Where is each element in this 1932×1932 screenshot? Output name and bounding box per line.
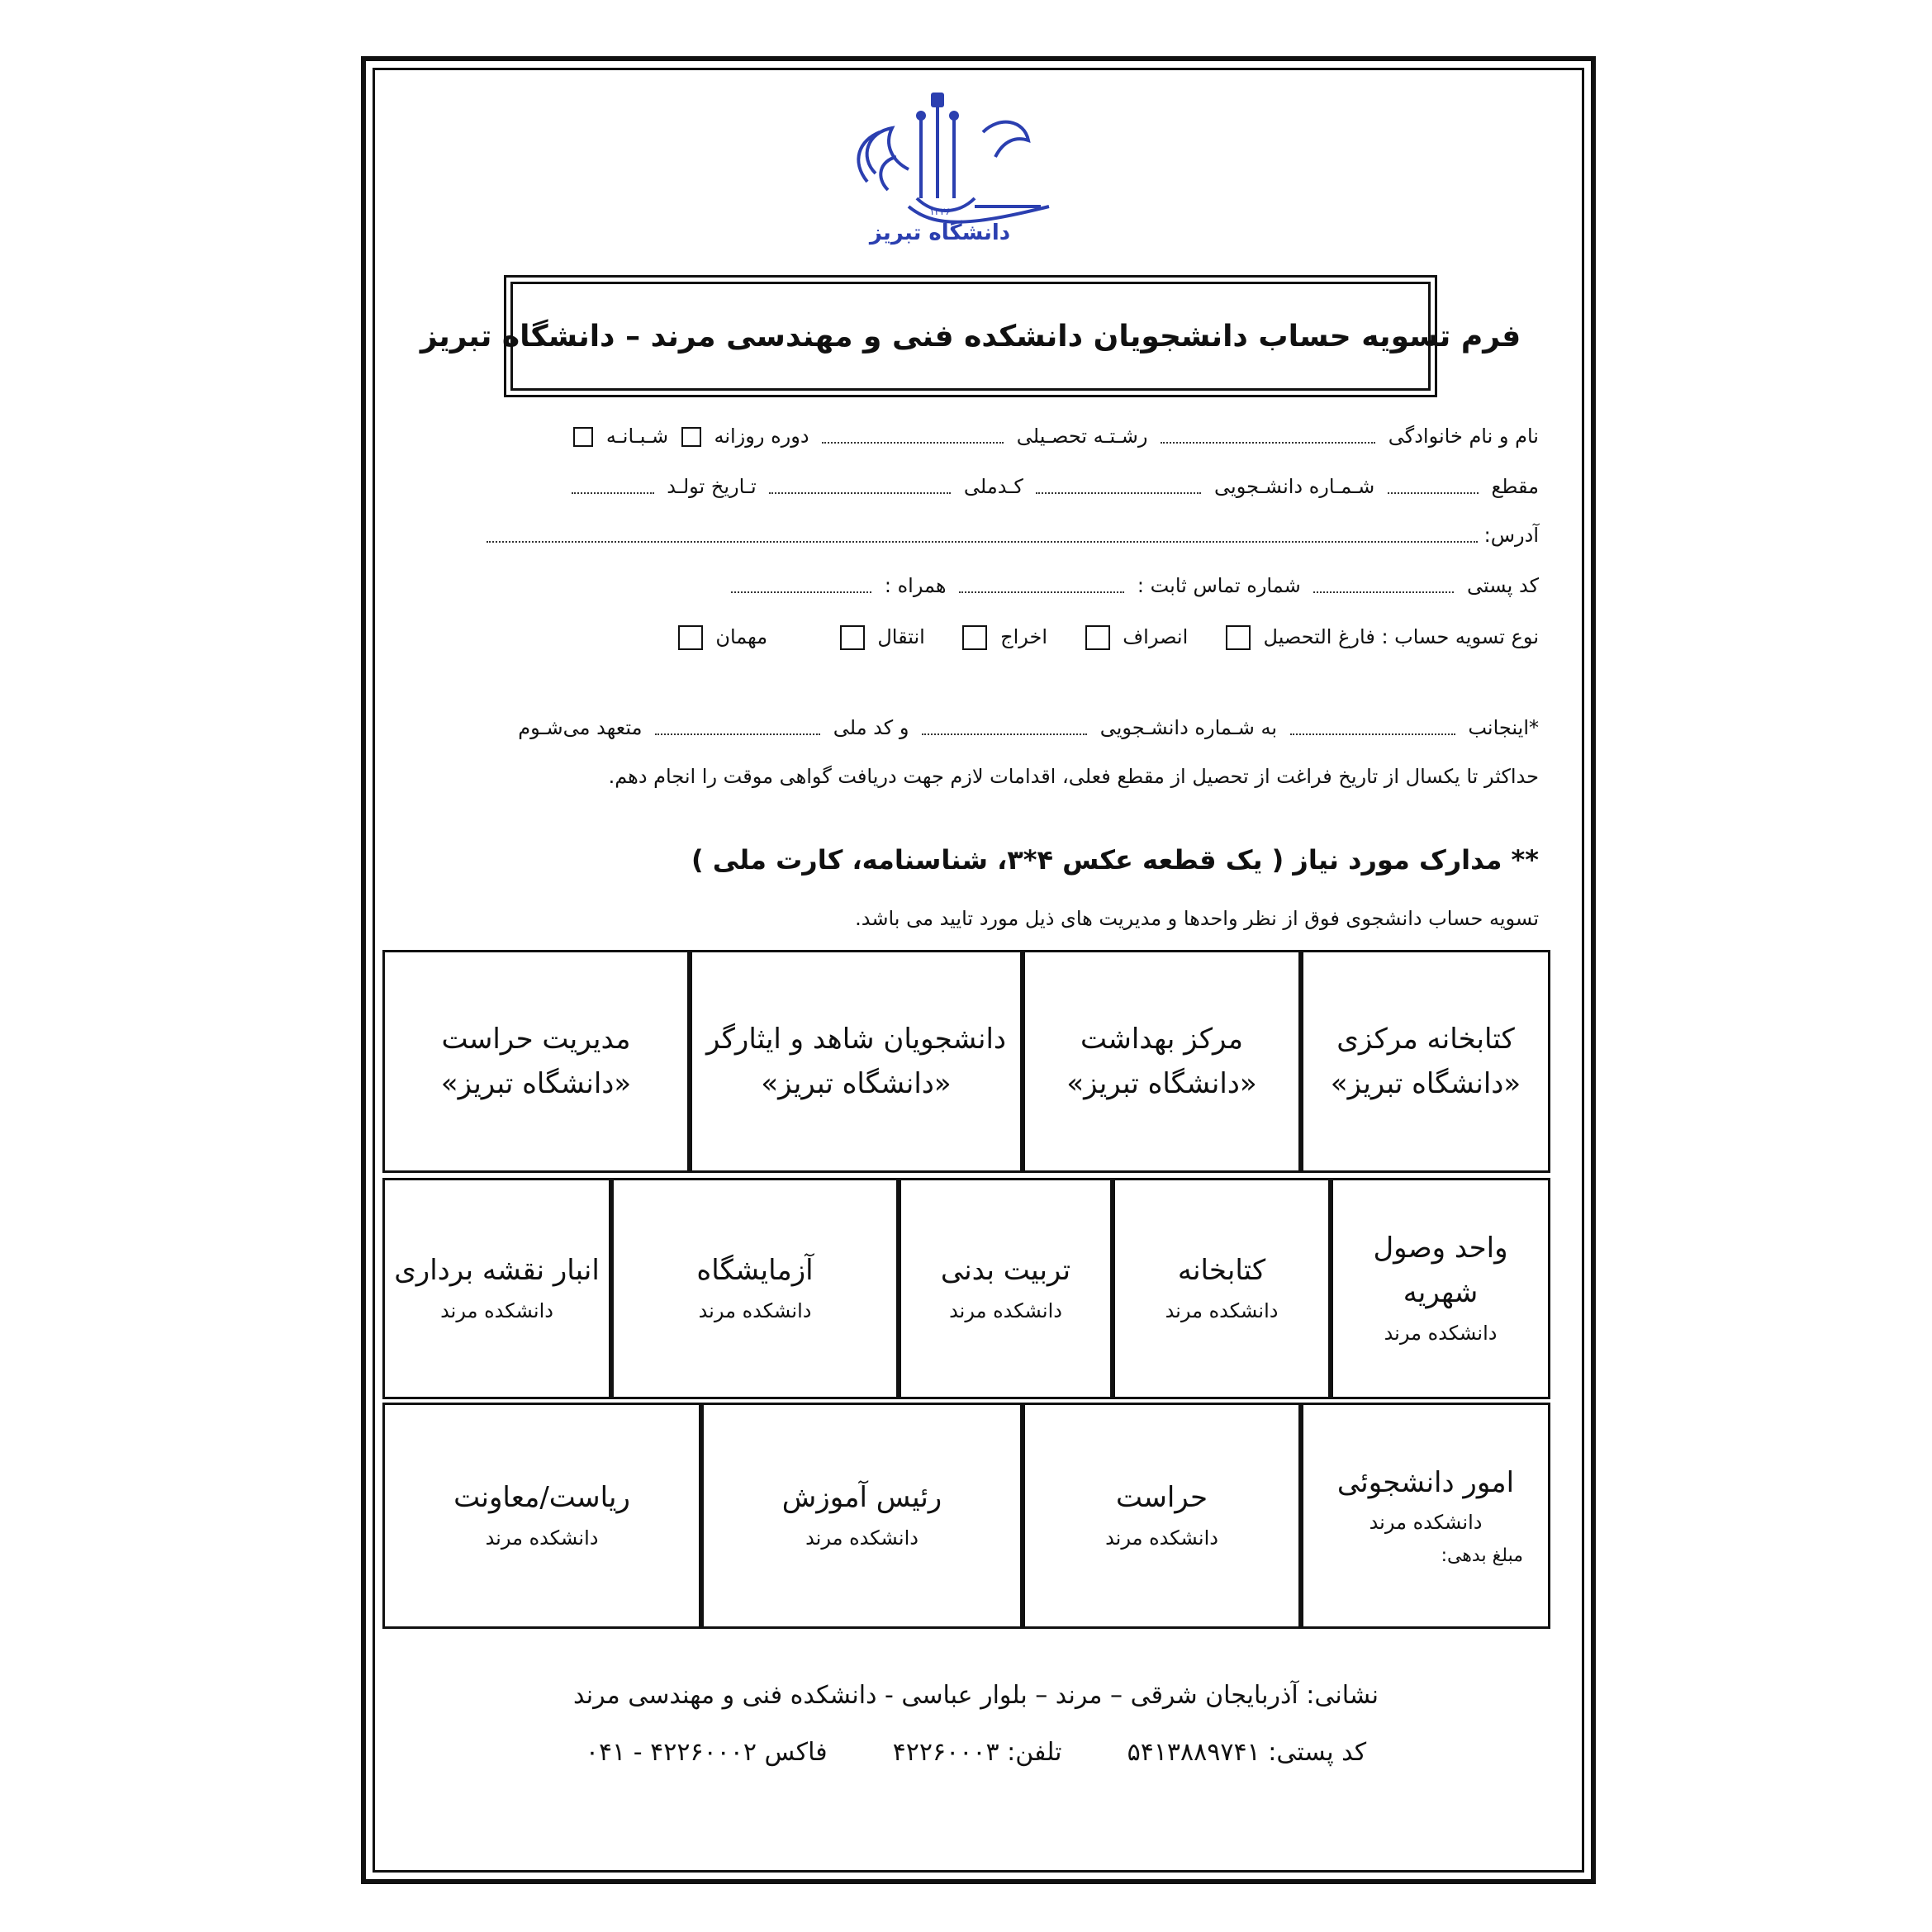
debt-amount-label: مبلغ بدهی: [1441, 1545, 1523, 1567]
cell-title: کتابخانه [1177, 1254, 1266, 1288]
graduated-checkbox[interactable] [1226, 625, 1251, 650]
cell-subtitle: «دانشگاه تبریز» [1066, 1067, 1257, 1100]
row-address [413, 524, 1539, 547]
row-level-id [413, 475, 1539, 498]
pledge-commit: متعهد می‌شـوم [518, 716, 643, 739]
title-box [420, 275, 1521, 397]
pledge-student-no-field[interactable] [922, 722, 1087, 735]
cell-subtitle: دانشکده مرند [1369, 1510, 1483, 1534]
cell-subtitle: دانشکده مرند [1384, 1321, 1498, 1345]
required-documents: ** مدارک مورد نیاز ( یک قطعه عکس ۴*۳، شناسنامه، کارت ملی ) [691, 844, 1539, 876]
pledge-line-1 [413, 716, 1539, 739]
postal-label: کد پستی [1467, 574, 1539, 597]
cell-subtitle: دانشکده مرند [1105, 1526, 1218, 1550]
pledge-student-no: به شـماره دانشـجویی [1099, 716, 1278, 739]
cell-subtitle: «دانشگاه تبریز» [761, 1067, 952, 1100]
major-field[interactable] [822, 430, 1004, 444]
pledge-national-id-field[interactable] [655, 722, 820, 735]
footer-phone: تلفن: ۴۲۲۶۰۰۰۳ [892, 1738, 1062, 1767]
address-field[interactable] [487, 529, 1478, 543]
approval-note: تسویه حساب دانشجوی فوق از نظر واحدها و مدیریت های ذیل مورد تایید می باشد. [855, 907, 1539, 930]
form-title: فرم تسویه حساب دانشجویان دانشکده فنی و مهندسی مرند – دانشگاه تبریز [420, 319, 1521, 354]
cell-title: رئیس آموزش [781, 1481, 942, 1515]
cell-title: کتابخانه مرکزی [1336, 1022, 1515, 1056]
cell-title: تربیت بدنی [940, 1254, 1071, 1288]
option-expulsion: اخراج [1000, 625, 1047, 648]
option-withdrawal: انصراف [1123, 625, 1189, 648]
cell-title: مدیریت حراست [441, 1022, 631, 1056]
option-guest: مهمان [715, 625, 768, 648]
cell-security-management [382, 950, 690, 1173]
cell-subtitle: «دانشگاه تبریز» [440, 1067, 632, 1100]
name-field[interactable] [1161, 430, 1375, 444]
birth-field[interactable] [572, 481, 654, 494]
mobile-field[interactable] [731, 580, 871, 593]
cell-subtitle: دانشکده مرند [1165, 1298, 1279, 1322]
cell-title: مرکز بهداشت [1080, 1022, 1244, 1056]
transfer-checkbox[interactable] [840, 625, 865, 650]
national-id-field[interactable] [769, 481, 951, 494]
expulsion-checkbox[interactable] [962, 625, 987, 650]
night-label: شـبـانـه [605, 425, 669, 448]
cell-education-head [701, 1403, 1023, 1629]
level-field[interactable] [1388, 481, 1479, 494]
day-checkbox[interactable] [681, 427, 701, 447]
footer-fax: فاکس ۴۲۲۶۰۰۰۲ - ۰۴۱ [585, 1738, 828, 1767]
day-label: دوره روزانه [714, 425, 809, 448]
pledge-name-field[interactable] [1290, 722, 1455, 735]
logo-caption: دانشگاه تبریز [869, 221, 1011, 245]
row-name-major [413, 425, 1539, 448]
cell-tuition-collection [1331, 1178, 1550, 1399]
cell-subtitle: دانشکده مرند [440, 1298, 553, 1322]
mobile-label: همراه : [884, 574, 947, 597]
cell-laboratory [611, 1178, 899, 1399]
cell-title: حراست [1115, 1481, 1208, 1515]
cell-title: واحد وصول [1373, 1232, 1508, 1265]
pledge-national-id: و کد ملی [833, 716, 909, 739]
name-label: نام و نام خانوادگی [1388, 425, 1539, 448]
pledge-i: *اینجانب [1468, 716, 1539, 739]
student-no-field[interactable] [1036, 481, 1201, 494]
footer-postal: کد پستی: ۵۴۱۳۸۸۹۷۴۱ [1127, 1738, 1367, 1767]
night-checkbox[interactable] [573, 427, 593, 447]
guest-checkbox[interactable] [678, 625, 703, 650]
birth-label: تـاریخ تولـد [667, 475, 757, 498]
cell-central-library [1301, 950, 1550, 1173]
logo-year: ۱۳۲۶ [929, 206, 951, 217]
withdrawal-checkbox[interactable] [1085, 625, 1110, 650]
national-id-label: کـدملی [963, 475, 1023, 498]
cell-dean [382, 1403, 701, 1629]
cell-title: آزمایشگاه [696, 1254, 814, 1288]
row-settlement-type [413, 625, 1539, 650]
cell-subtitle: دانشکده مرند [485, 1526, 599, 1550]
cell-health-center [1023, 950, 1301, 1173]
cell-title: انبار نقشه برداری [394, 1254, 600, 1288]
cell-faculty-library [1113, 1178, 1331, 1399]
cell-subtitle: «دانشگاه تبریز» [1330, 1067, 1521, 1100]
row-contact [413, 574, 1539, 597]
major-label: رشـتـه تحصـیلی [1016, 425, 1148, 448]
settlement-type-label: نوع تسویه حساب : [1381, 625, 1539, 648]
cell-faculty-security [1023, 1403, 1301, 1629]
pledge-line-2: حداکثر تا یکسال از تاریخ فراغت از تحصیل از مقطع فعلی، اقدامات لازم جهت دریافت گواهی موقت را انجام دهم. [608, 765, 1539, 788]
approval-grid [382, 950, 1550, 1629]
footer-contact [413, 1738, 1539, 1767]
cell-subtitle: دانشکده مرند [805, 1526, 919, 1550]
phone-field[interactable] [959, 580, 1124, 593]
option-transfer: انتقال [877, 625, 925, 648]
university-logo [843, 83, 1057, 248]
cell-student-affairs [1301, 1403, 1550, 1629]
cell-title-2: شهریه [1403, 1276, 1479, 1310]
cell-title: دانشجویان شاهد و ایثارگر [705, 1022, 1007, 1056]
postal-field[interactable] [1313, 580, 1454, 593]
cell-surveying-warehouse [382, 1178, 611, 1399]
cell-veteran-students [690, 950, 1023, 1173]
phone-label: شماره تماس ثابت : [1137, 574, 1301, 597]
address-label: آدرس: [1483, 524, 1539, 547]
footer-address: نشانی: آذربایجان شرقی – مرند – بلوار عباسی - دانشکده فنی و مهندسی مرند [573, 1681, 1379, 1710]
cell-title: ریاست/معاونت [453, 1481, 630, 1515]
level-label: مقطع [1491, 475, 1539, 498]
cell-subtitle: دانشکده مرند [949, 1298, 1062, 1322]
cell-subtitle: دانشکده مرند [698, 1298, 812, 1322]
cell-physical-education [899, 1178, 1113, 1399]
student-no-label: شـمـاره دانشـجویی [1214, 475, 1375, 498]
cell-title: امور دانشجوئی [1336, 1465, 1515, 1499]
option-graduated: فارغ التحصیل [1263, 625, 1375, 648]
